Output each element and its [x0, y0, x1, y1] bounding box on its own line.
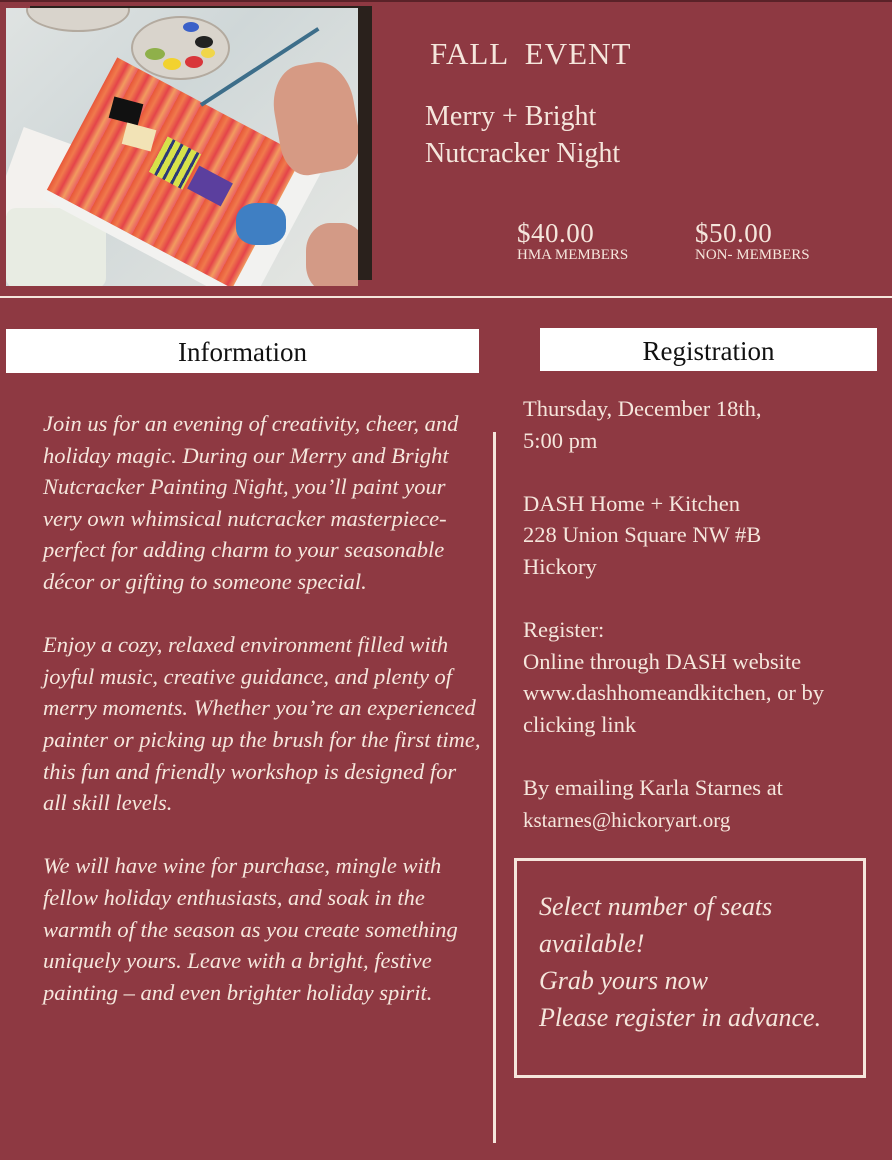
info-paragraph: Join us for an evening of creativity, cheer, and holiday magic. During our Merry and Bright Nutcracker Painting Night, you’ll paint your very own whimsical nutcracker masterpiece- perfect for adding charm to your seasonable décor or gifting to someone special. — [43, 411, 459, 594]
paint-palette — [26, 8, 130, 32]
event-photo — [6, 8, 358, 286]
venue-city: Hickory — [523, 553, 597, 579]
cta-line: Grab yours now — [539, 966, 709, 995]
vertical-divider — [493, 432, 496, 1143]
price-amount: $50.00 — [695, 218, 773, 248]
register-website-link[interactable]: www.dashhomeandkitchen, or by — [523, 680, 824, 706]
register-online-text: Online through DASH website — [523, 648, 802, 674]
register-email — [523, 772, 888, 836]
email-intro: By emailing Karla Starnes at — [523, 775, 783, 801]
email-link[interactable]: kstarnes@hickoryart.org — [523, 807, 731, 832]
register-label: Register: — [523, 617, 605, 643]
price-nonmember — [695, 218, 810, 263]
nutcracker-boots — [236, 203, 286, 245]
register-online — [523, 614, 888, 740]
price-amount: $40.00 — [517, 218, 595, 248]
price-label: HMA MEMBERS — [517, 247, 629, 263]
information-body — [43, 408, 483, 1040]
cta-line: Please register in advance. — [539, 1003, 822, 1032]
painter-arm — [306, 223, 358, 286]
registration-header: Registration — [540, 328, 877, 371]
cta-line: Select number of seats — [539, 892, 773, 921]
event-venue — [523, 488, 888, 583]
event-date: Thursday, December 18th, — [523, 396, 762, 421]
top-border — [0, 0, 892, 2]
price-member — [517, 218, 628, 263]
cta-line: available! — [539, 929, 645, 958]
event-title — [425, 98, 620, 172]
horizontal-divider — [0, 296, 892, 298]
venue-address: 228 Union Square NW #B — [523, 522, 762, 548]
event-title-line1: Merry + Bright — [425, 101, 597, 132]
event-datetime — [523, 393, 888, 456]
info-paragraph: We will have wine for purchase, mingle with fellow holiday enthusiasts, and soak in the warmth of the season as you create something uniquely yours. Leave with a bright, festive painting – and even brighter holiday spirit. — [43, 853, 458, 1005]
event-eyebrow: FALL EVENT — [430, 36, 632, 71]
cta-text — [539, 888, 859, 1036]
cta-box — [514, 858, 866, 1078]
venue-name: DASH Home + Kitchen — [523, 490, 741, 516]
register-clicking-link[interactable]: clicking link — [523, 711, 637, 737]
registration-body — [523, 393, 888, 868]
price-label: NON- MEMBERS — [695, 247, 810, 263]
information-header: Information — [6, 329, 479, 373]
paint-palette — [131, 16, 230, 80]
info-paragraph: Enjoy a cozy, relaxed environment filled with joyful music, creative guidance, and plenty of merry moments. Whether you’re an experienced painter or picking up the brush for the first time, this fun and friendly workshop is designed for all skill levels. — [43, 632, 481, 816]
event-title-line2: Nutcracker Night — [425, 138, 621, 169]
event-time: 5:00 pm — [523, 427, 598, 453]
